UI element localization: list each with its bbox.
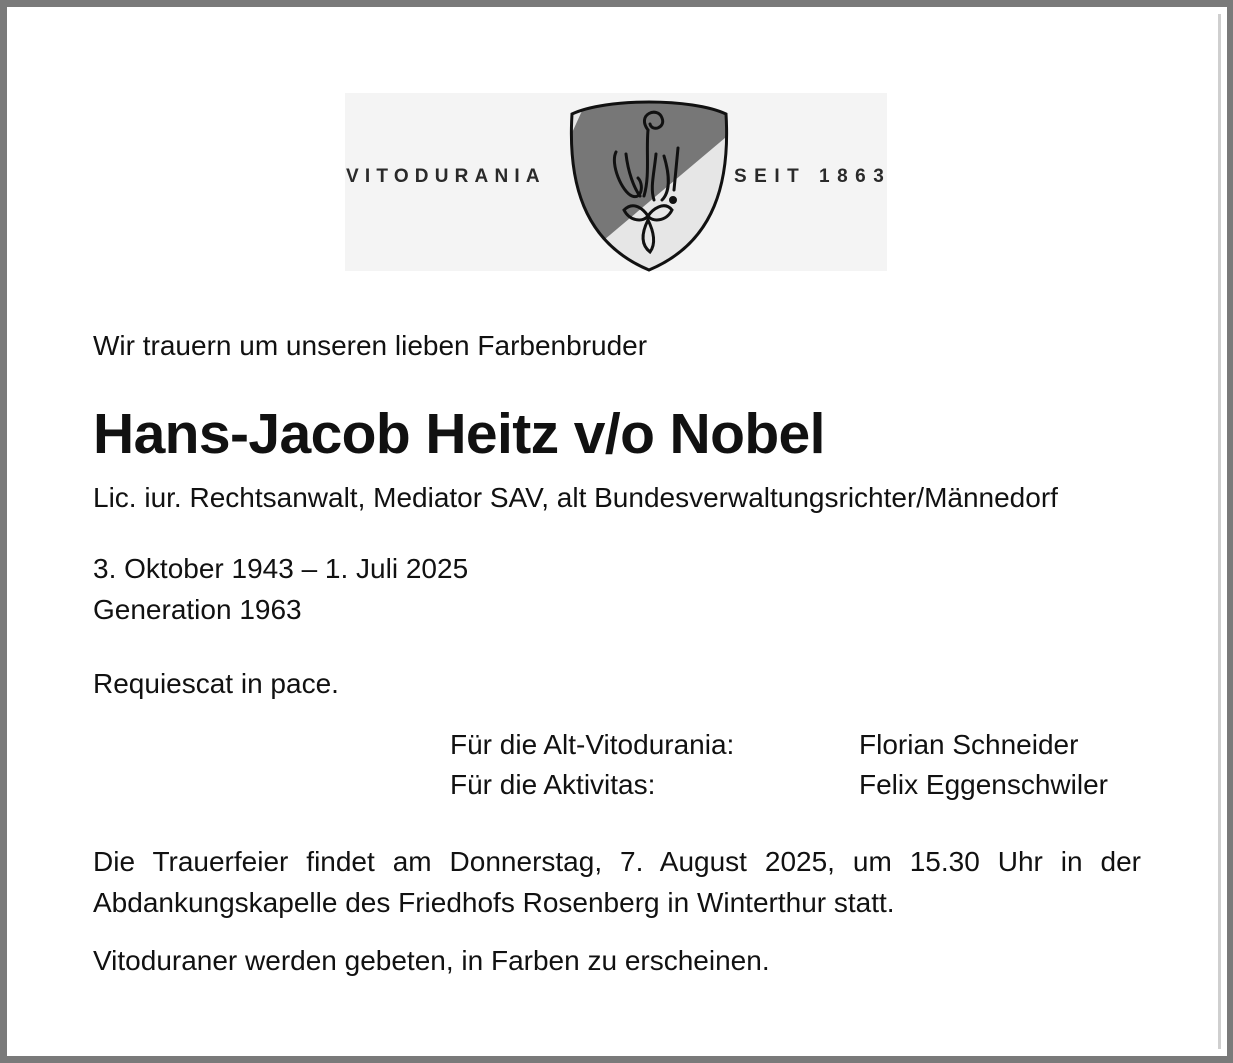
logo-left-text: VITODURANIA [346, 166, 546, 187]
signatory-label: Für die Aktivitas: [450, 769, 656, 800]
signatory-label: Für die Alt-Vitodurania: [450, 729, 735, 760]
intro-text: Wir trauern um unseren lieben Farbenbruder [93, 330, 648, 361]
logo-right-text: SEIT 1863 [734, 166, 892, 187]
profession-text: Lic. iur. Rechtsanwalt, Mediator SAV, alt Bundesverwaltungsrichter/Männedorf [93, 482, 1058, 513]
deceased-name: Hans-Jacob Heitz v/o Nobel [93, 402, 825, 466]
ceremony-line: Die Trauerfeier findet am Donnerstag, 7. August 2025, um 15.30 Uhr in der [93, 846, 1141, 877]
life-dates: 3. Oktober 1943 – 1. Juli 2025 [93, 553, 469, 584]
ceremony-paragraph [93, 841, 1141, 923]
fraternity-crest-logo [566, 92, 732, 274]
signatory-name: Florian Schneider [859, 729, 1079, 760]
ceremony-line: Abdankungskapelle des Friedhofs Rosenberg in Winterthur statt. [93, 887, 895, 918]
requiescat-text: Requiescat in pace. [93, 668, 339, 699]
generation-text: Generation 1963 [93, 594, 302, 625]
signatory-name: Felix Eggenschwiler [859, 769, 1108, 800]
closing-text: Vitoduraner werden gebeten, in Farben zu erscheinen. [93, 945, 770, 976]
